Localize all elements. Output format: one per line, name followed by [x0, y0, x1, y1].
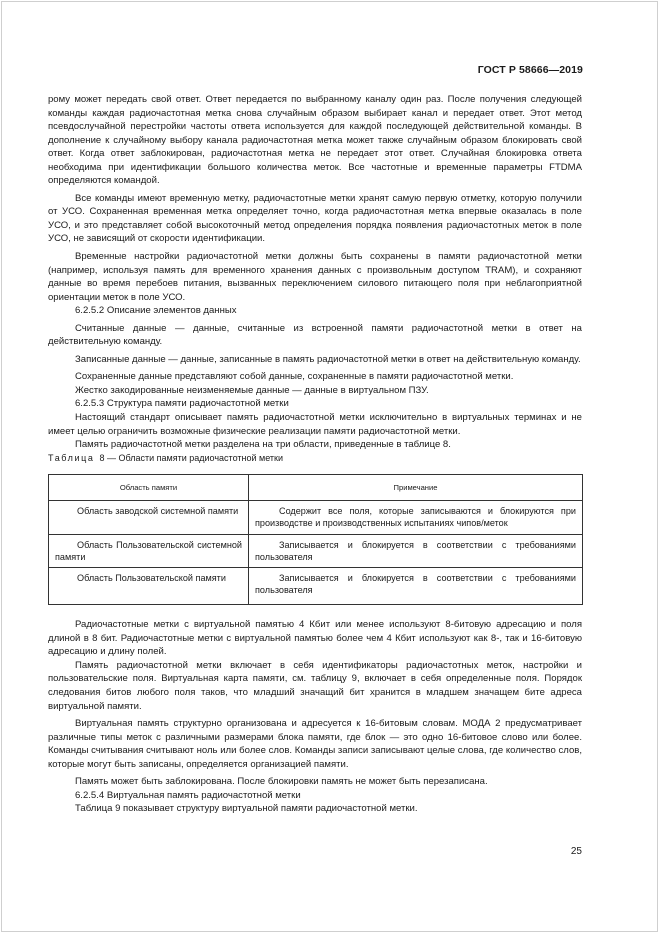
table-header-note: Примечание	[249, 475, 583, 501]
section-heading-6-2-5-2: 6.2.5.2 Описание элементов данных	[75, 305, 237, 317]
table-header-row	[49, 475, 583, 501]
paragraph-virtual-memory-words: Виртуальная память структурно организована и адресуется к 16-битовым словам. МОДА 2 предусматривает различные типы меток с различными размерами блока памяти, где блок — это одно 16-битовое слово или более. Команды считывания считывают ноль или более слов. Команды записи записывают целые слова, где количество слов, которые могут быть записаны, определяется организацией памяти.	[48, 718, 582, 770]
paragraph-timestamp: Все команды имеют временную метку, радиочастотные метки хранят самую первую отметку, которую получили от УСО. Сохраненная временная метка определяет точно, когда радиочастотная метка впервые оказалась в поле УСО, и это представляет собой высокоточный метод определения порядка появления радиочастотных меток в поле УСО, не зависящий от скорости идентификации.	[48, 192, 582, 245]
paragraph-memory-three-areas: Память радиочастотной метки разделена на три области, приведенные в таблице 8.	[75, 439, 451, 451]
paragraph-addressing: Радиочастотные метки с виртуальной памятью 4 Кбит или менее используют 8-битовую адресацию и поля длиной в 8 бит. Радиочастотные метки с виртуальной памятью более чем 4 Кбит используют как 8-, так и 16-битовую адресацию и длину полей.	[48, 619, 582, 658]
paragraph-written-data: Записанные данные — данные, записанные в память радиочастотной метки в ответ на действительную команду.	[75, 353, 581, 365]
table-caption-title: 8 — Области памяти радиочастотной метки	[99, 452, 283, 463]
table-cell-area: Область Пользовательской системной памяти	[49, 535, 249, 568]
table-cell-area: Область Пользовательской памяти	[49, 568, 249, 605]
table-row	[49, 568, 583, 605]
page-number: 25	[570, 846, 582, 857]
table-row	[49, 535, 583, 568]
paragraph-stored-data: Сохраненные данные представляют собой данные, сохраненные в памяти радиочастотной метки.	[75, 371, 514, 383]
paragraph-memory-contents: Память радиочастотной метки включает в себя идентификаторы радиочастотных меток, настройки и пользовательские поля. Виртуальная карта памяти, см. таблицу 9, включает в себя определенные поля. Порядок следования битов любого поля таков, что младший значащий бит хранится в младшем значащем бите адреса виртуальной памяти.	[48, 659, 582, 712]
paragraph-read-data: Считанные данные — данные, считанные из встроенной памяти радиочастотной метки в ответ на действительную команду.	[48, 322, 582, 348]
table-header-area: Область памяти	[49, 475, 249, 501]
table-caption	[48, 452, 582, 466]
table-row	[49, 501, 583, 535]
paragraph-hardcoded-data: Жестко закодированные неизменяемые данные — данные в виртуальном ПЗУ.	[75, 384, 429, 396]
table-cell-note: Содержит все поля, которые записываются и блокируются при производстве и производственных испытаниях чипов/меток	[249, 501, 583, 535]
memory-areas-table	[48, 474, 583, 605]
table-caption-word: Таблица	[48, 452, 95, 463]
paragraph-memory-lock: Память может быть заблокирована. После блокировки память не может быть перезаписана.	[75, 776, 488, 788]
paragraph-fhss-continued: рому может передать свой ответ. Ответ передается по выбранному каналу один раз. После получения следующей команды каждая радиочастотная метка снова случайным образом выбирает канал и передает ответ. Этот метод псевдослучайной перестройки частоты ответа используется для каждой последующей действительной команды. В дополнение к случайному выбору канала радиочастотная метка может также случайным образом блокировать свой ответ. Когда ответ заблокирован, радиочастотная метка не передает этот ответ. Случайная блокировка ответа необходима при идентификации большого количества меток. Все частотные и временные параметры FTDMA определяются командой.	[48, 94, 582, 187]
table-cell-note: Записывается и блокируется в соответствии с требованиями пользователя	[249, 568, 583, 605]
paragraph-time-settings: Временные настройки радиочастотной метки должны быть сохранены в памяти радиочастотной метки (например, используя память для временного хранения данных с произвольным доступом TRAM), и сохраняют данные во время перебоев питания, вызванных переключением силового питающего поля при неблагоприятной ориентации меток в поле УСО.	[48, 251, 582, 303]
section-heading-6-2-5-4: 6.2.5.4 Виртуальная память радиочастотной метки	[75, 789, 301, 801]
table-cell-area: Область заводской системной памяти	[49, 501, 249, 535]
table-cell-note: Записывается и блокируется в соответствии с требованиями пользователя	[249, 535, 583, 568]
section-heading-6-2-5-3: 6.2.5.3 Структура памяти радиочастотной метки	[75, 398, 289, 410]
paragraph-memory-virtual-terms: Настоящий стандарт описывает память радиочастотной метки исключительно в виртуальных терминах и не имеет целью ограничить возможные физические реализации памяти радиочастотной метки.	[48, 412, 582, 437]
standard-header: ГОСТ Р 58666—2019	[477, 64, 583, 76]
document-body	[48, 93, 582, 816]
paragraph-table9-ref: Таблица 9 показывает структуру виртуальной памяти радиочастотной метки.	[75, 803, 418, 815]
